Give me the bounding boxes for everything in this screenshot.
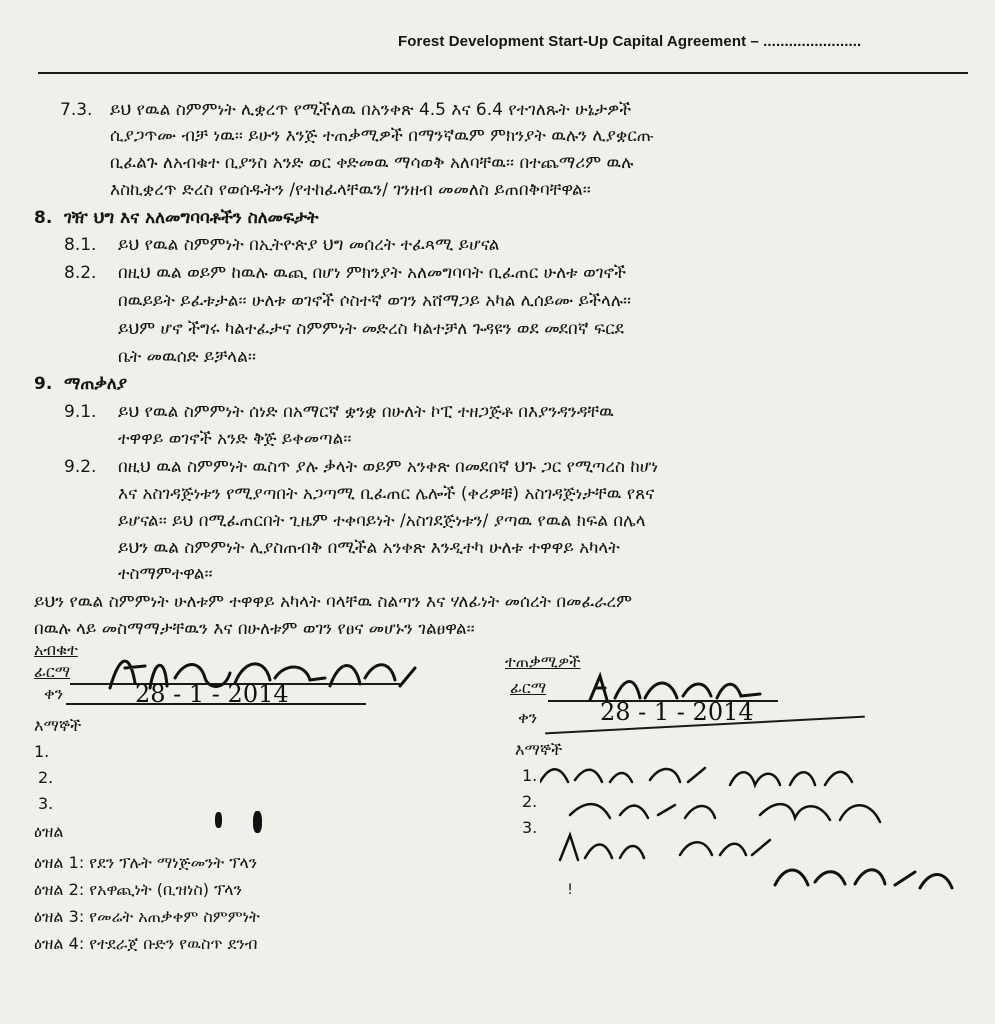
section-9-1-number: 9.1. xyxy=(64,402,97,422)
annex-item: ዕዝል 3: የመሬት አጠቃቀም ስምምነት xyxy=(34,907,260,926)
section-8-1-number: 8.1. xyxy=(64,235,97,255)
section-9-2-line: ይህን ዉል ስምምነት ሊያስጠብቅ በሚችል አንቀጽ እንዲተካ ሁለቱ ተዋዋይ አካላት xyxy=(118,538,620,558)
section-8-1-text: ይህ የዉል ስምምነት በኢትዮጵያ ህግ መሰረት ተፈጻሚ ይሆናል xyxy=(118,235,500,255)
annex-item: ዕዝል 2: የአዋጪነት (ቢዝነስ) ፕላን xyxy=(34,880,242,899)
right-handwritten-date: 28 - 1 - 2014 xyxy=(600,698,754,726)
section-9-1-line: ይህ የዉል ስምምነት ሰነድ በአማርኛ ቋንቋ በሁለት ኮፒ ተዘጋጅቶ በእያንዳንዳቸዉ xyxy=(118,402,614,422)
left-handwritten-date: 28 - 1 - 2014 xyxy=(135,680,289,708)
annex-item: ዕዝል 4: የተደራጀ ቡድን የዉስጥ ደንብ xyxy=(34,934,258,953)
header-rule xyxy=(38,72,968,74)
section-9-number: 9. xyxy=(34,374,53,394)
section-7-3-line: ቢፈልጉ ለአብቁተ ቢያንስ አንድ ወር ቀድመዉ ማሳወቅ አለባቸዉ፡፡ በተጨማሪም ዉሉ xyxy=(110,153,634,173)
section-8-2-line: በዉይይት ይፈቱታል፡፡ ሁለቱ ወገኖች ሶስተኛ ወገን አሸማጋይ አካል ሊሰይሙ ይችላሉ፡፡ xyxy=(118,291,632,311)
right-witness-number: 2. xyxy=(522,792,538,811)
closing-line: በዉሉ ላይ መስማማታቸዉን እና በሁለቱም ወገን የፀና መሆኑን ገልፀዋል፡፡ xyxy=(34,619,475,639)
left-witness-number: 2. xyxy=(38,768,54,787)
right-party-heading: ተጠቃሚዎች xyxy=(505,652,581,671)
closing-line: ይህን የዉል ስምምነት ሁለቱም ተዋዋይ አካላት ባላቸዉ ስልጣን እና ሃለፊነት መሰረት በመፈራረም xyxy=(34,592,632,612)
section-7-3-line: እስኪቋረጥ ድረስ የወሰዱትን /የተከፈላቸዉን/ ገንዘብ መመለስ ይጠበቅባቸዋል፡፡ xyxy=(110,180,591,200)
section-9-2-line: ይሆናል፡፡ ይህ በሚፈጠርበት ጊዜም ተቀባይነት /አስገደጅነቱን/ ያጣዉ የዉል ክፍል በሌላ xyxy=(118,511,646,531)
left-witness-label: እማኞች xyxy=(34,716,82,735)
ink-mark xyxy=(215,812,222,828)
right-witness-handwriting xyxy=(540,760,960,920)
left-date-label: ቀን xyxy=(44,684,64,703)
ink-mark xyxy=(253,811,262,833)
section-9-1-line: ተዋዋይ ወገኖች አንድ ቅጅ ይቀመጣል፡፡ xyxy=(118,429,352,449)
right-date-label: ቀን xyxy=(518,708,538,727)
right-witness-number: 1. xyxy=(522,766,538,785)
section-7-3-line: ሲያጋጥሙ ብቻ ነዉ፡፡ ይሁን እንጅ ተጠቃሚዎች በማንኛዉም ምክንያት ዉሉን ሊያቋርጡ xyxy=(110,126,654,146)
left-witness-number: 1. xyxy=(34,742,50,761)
section-8-2-line: ይህም ሆኖ ችግሩ ካልተፈታና ስምምነት መድረስ ካልተቻለ ጉዳዩን ወደ መደበኛ ፍርደ xyxy=(118,319,624,339)
section-8-title: ገዥ ህግ እና አለመግባባቶችን ስለመፍታት xyxy=(64,208,319,228)
section-8-2-number: 8.2. xyxy=(64,263,97,283)
section-9-title: ማጠቃለያ xyxy=(64,374,128,394)
annex-title: ዕዝል xyxy=(34,822,64,841)
section-7-3-number: 7.3. xyxy=(60,100,93,120)
document-header-title: Forest Development Start-Up Capital Agreement – ....................... xyxy=(398,33,862,50)
section-9-2-line: በዚህ ዉል ስምምነት ዉስጥ ያሉ ቃላት ወይም አንቀጽ በመደበኛ ህጉ ጋር የሚጣረስ ከሆነ xyxy=(118,457,659,477)
left-sign-label: ፊርማ xyxy=(34,662,71,681)
right-witness-label: እማኞች xyxy=(515,740,563,759)
section-9-2-line: ተስማምተዋል፡፡ xyxy=(118,564,213,584)
section-8-number: 8. xyxy=(34,208,53,228)
right-witness-number: 3. xyxy=(522,818,538,837)
left-party-heading: አብቁተ xyxy=(34,640,78,659)
annex-item: ዕዝል 1: የደን ፕሉት ማነጅመንት ፕላን xyxy=(34,853,258,872)
section-8-2-line: ቤት መዉሰድ ይቻላል፡፡ xyxy=(118,347,256,367)
section-9-2-number: 9.2. xyxy=(64,457,97,477)
stray-mark: ǃ xyxy=(568,882,573,898)
section-8-2-line: በዚህ ዉል ወይም ከዉሉ ዉጪ በሆነ ምክንያት አለመግባባት ቢፈጠር ሁለቱ ወገኖች xyxy=(118,263,627,283)
right-sign-label: ፊርማ xyxy=(510,678,547,697)
left-witness-number: 3. xyxy=(38,794,54,813)
section-7-3-line: ይህ የዉል ስምምነት ሊቋረጥ የሚችለዉ በአንቀጽ 4.5 እና 6.4 የተገለጹት ሁኔታዎች xyxy=(110,100,632,120)
section-9-2-line: እና አስገዳጅነቱን የሚያጣበት አጋጣሚ ቢፈጠር ሌሎች (ቀሪዎቹ) አስገዳጅነታቸዉ የጸና xyxy=(118,484,655,504)
